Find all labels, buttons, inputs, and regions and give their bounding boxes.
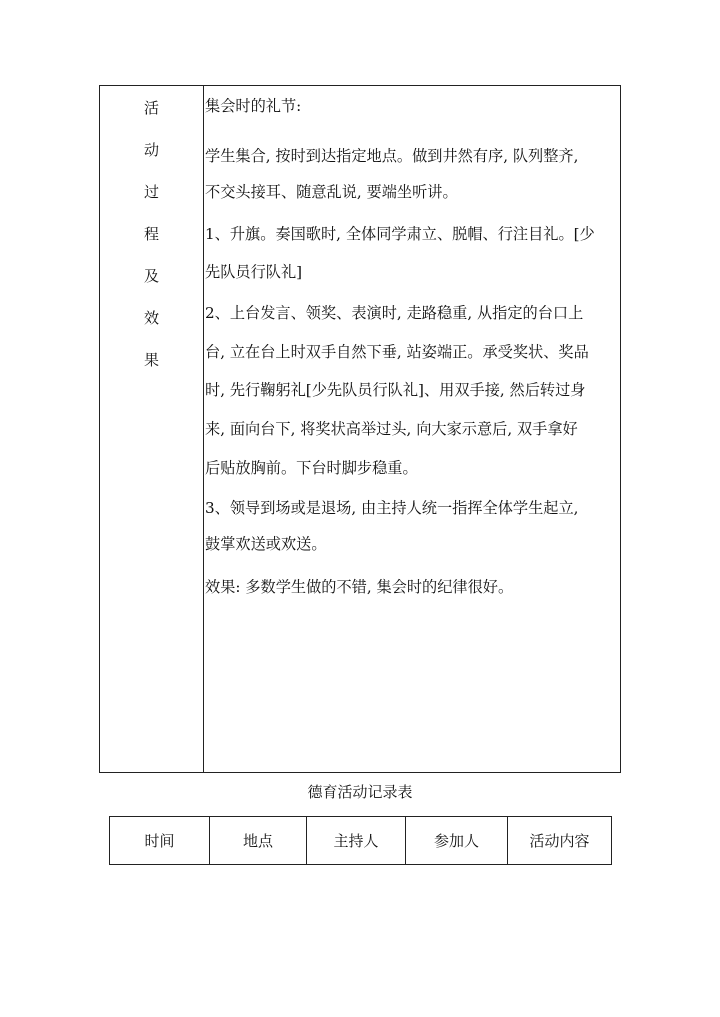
section-label-char: 活 (143, 99, 159, 117)
table-header-row (110, 817, 612, 865)
content-line: 效果: 多数学生做的不错, 集会时的纪律很好。 (205, 578, 514, 596)
section-label-char: 效 (143, 309, 159, 327)
activity-table (99, 85, 621, 773)
header-cell-participants: 参加人 (406, 817, 508, 865)
content-line: 集会时的礼节: (205, 97, 302, 115)
content-line: 不交头接耳、随意乱说, 要端坐听讲。 (205, 183, 458, 201)
header-cell-location: 地点 (210, 817, 307, 865)
record-table-title: 德育活动记录表 (307, 783, 413, 801)
header-cell-content: 活动内容 (508, 817, 612, 865)
content-line: 鼓掌欢送或欢送。 (205, 535, 327, 553)
section-label-char: 过 (143, 183, 159, 201)
content-line: 2、上台发言、领奖、表演时, 走路稳重, 从指定的台口上 (205, 304, 584, 322)
section-label-char: 程 (143, 225, 159, 243)
content-line: 时, 先行鞠躬礼[少先队员行队礼]、用双手接, 然后转过身 (205, 381, 586, 399)
content-line: 来, 面向台下, 将奖状高举过头, 向大家示意后, 双手拿好 (205, 420, 578, 438)
content-line: 1、升旗。奏国歌时, 全体同学肃立、脱帽、行注目礼。[少 (205, 225, 595, 243)
content-line: 台, 立在台上时双手自然下垂, 站姿端正。承受奖状、奖品 (205, 343, 589, 361)
content-line: 3、领导到场或是退场, 由主持人统一指挥全体学生起立, (205, 499, 579, 517)
section-label-char: 动 (143, 141, 159, 159)
record-table (109, 816, 612, 865)
header-cell-time: 时间 (110, 817, 210, 865)
header-cell-host: 主持人 (307, 817, 406, 865)
section-label-char: 果 (143, 351, 159, 369)
section-label-char: 及 (143, 267, 159, 285)
column-divider (203, 86, 204, 772)
content-line: 先队员行队礼] (205, 263, 303, 281)
content-line: 学生集合, 按时到达指定地点。做到井然有序, 队列整齐, (205, 147, 579, 165)
section-label-cell (100, 86, 203, 772)
content-line: 后贴放胸前。下台时脚步稳重。 (205, 459, 418, 477)
